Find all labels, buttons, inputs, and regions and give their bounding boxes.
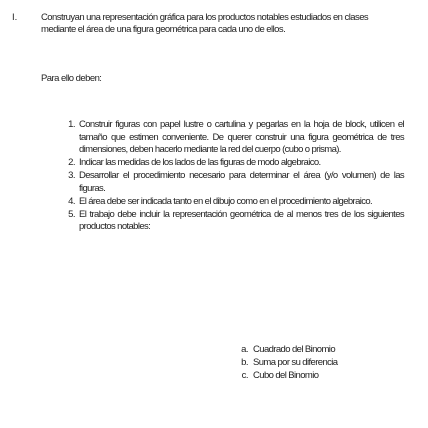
step-text: Indicar las medidas de los lados de las figuras de modo algebraico.	[79, 157, 321, 168]
step-text: Construir figuras con papel lustre o cartulina y pegarlas en la hoja de block, utilicen el tamaño que estimen conveniente. De querer construir una figura geométrica de tres dimensiones, deben hacerlo mediante la red del cuerpo (cubo o prisma).	[79, 119, 404, 155]
step-number: 4.	[68, 195, 75, 207]
list-item	[64, 170, 404, 195]
product-letter: c.	[241, 370, 248, 381]
list-item	[64, 157, 404, 170]
list-item	[236, 369, 416, 382]
product-letter: a.	[241, 344, 248, 355]
list-item	[64, 196, 404, 209]
products-list	[236, 343, 416, 382]
list-item	[236, 343, 416, 356]
list-item	[64, 119, 404, 157]
section-lead: Para ello deben:	[41, 73, 102, 84]
section-intro: Construyan una representación gráfica para los productos notables estudiados en clases mediante el área de una figura geométrica para cada uno de ellos.	[41, 12, 369, 35]
list-item	[236, 356, 416, 369]
step-number: 3.	[68, 170, 75, 181]
step-number: 2.	[68, 157, 75, 168]
section-numeral: I.	[12, 12, 18, 23]
step-text: El trabajo debe incluir la representación geométrica de al menos tres de los siguientes productos notables:	[79, 208, 404, 232]
step-text: Desarrollar el procedimiento necesario para determinar el área (y/o volumen) de las figuras.	[79, 170, 404, 194]
step-number: 5.	[68, 208, 75, 220]
list-item	[64, 209, 404, 234]
step-text: El área debe ser indicada tanto en el dibujo como en el procedimiento algebraico.	[79, 195, 373, 207]
product-name: Suma por su diferencia	[253, 357, 338, 368]
product-name: Cuadrado del Binomio	[253, 344, 336, 355]
step-number: 1.	[68, 119, 75, 130]
steps-list	[64, 119, 404, 234]
product-name: Cubo del Binomio	[253, 370, 319, 381]
product-letter: b.	[241, 357, 248, 368]
